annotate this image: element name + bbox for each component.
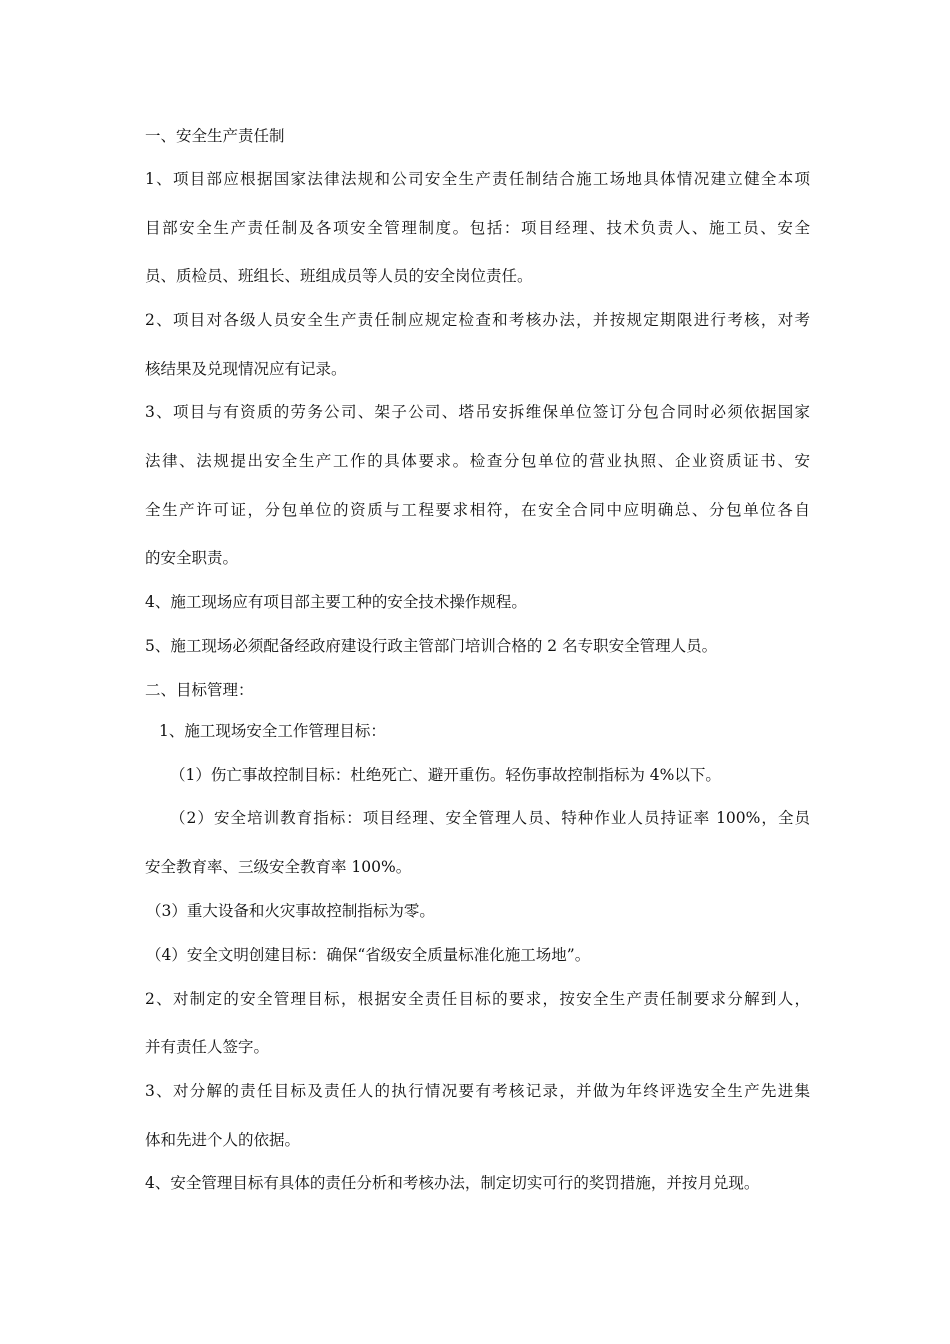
paragraph-line: 核结果及兑现情况应有记录。 [145,360,347,378]
paragraph-line: 员、质检员、班组长、班组成员等人员的安全岗位责任。 [145,267,533,285]
section-heading-responsibility: 一、安全生产责任制 [145,127,285,145]
paragraph-line: 体和先进个人的依据。 [145,1131,301,1149]
list-item: （1）伤亡事故控制目标：杜绝死亡、避开重伤。轻伤事故控制指标为 4%以下。 [170,766,721,784]
paragraph-line: 2、对制定的安全管理目标，根据安全责任目标的要求，按安全生产责任制要求分解到人， [145,990,810,1008]
paragraph-line: 3、对分解的责任目标及责任人的执行情况要有考核记录，并做为年终评选安全生产先进集 [145,1082,810,1100]
paragraph-line: 全生产许可证，分包单位的资质与工程要求相符，在安全合同中应明确总、分包单位各自 [145,501,810,519]
paragraph-line: 5、施工现场必须配备经政府建设行政主管部门培训合格的 2 名专职安全管理人员。 [145,637,718,655]
paragraph-line: 法律、法规提出安全生产工作的具体要求。检查分包单位的营业执照、企业资质证书、安 [145,452,810,470]
list-item: （3）重大设备和火灾事故控制指标为零。 [146,902,435,920]
paragraph-line: 4、施工现场应有项目部主要工种的安全技术操作规程。 [145,593,527,611]
paragraph-line: 1、项目部应根据国家法律法规和公司安全生产责任制结合施工场地具体情况建立健全本项 [145,170,810,188]
paragraph-line: 4、安全管理目标有具体的责任分析和考核办法，制定切实可行的奖罚措施，并按月兑现。 [145,1174,760,1192]
paragraph-line: 目部安全生产责任制及各项安全管理制度。包括：项目经理、技术负责人、施工员、安全 [145,219,810,237]
paragraph-line: 的安全职责。 [145,549,239,567]
paragraph-line: 2、项目对各级人员安全生产责任制应规定检查和考核办法，并按规定期限进行考核，对考 [145,311,810,329]
paragraph-line: 安全教育率、三级安全教育率 100%。 [145,858,412,876]
paragraph-line: 3、项目与有资质的劳务公司、架子公司、塔吊安拆维保单位签订分包合同时必须依据国家 [145,403,810,421]
subsection-heading: 1、施工现场安全工作管理目标： [159,722,386,740]
paragraph-line: 并有责任人签字。 [145,1038,270,1056]
list-item: （2）安全培训教育指标：项目经理、安全管理人员、特种作业人员持证率 100%，全员 [170,809,810,827]
list-item: （4）安全文明创建目标：确保“省级安全质量标准化施工场地”。 [146,946,591,964]
section-heading-goals: 二、目标管理： [145,681,254,699]
